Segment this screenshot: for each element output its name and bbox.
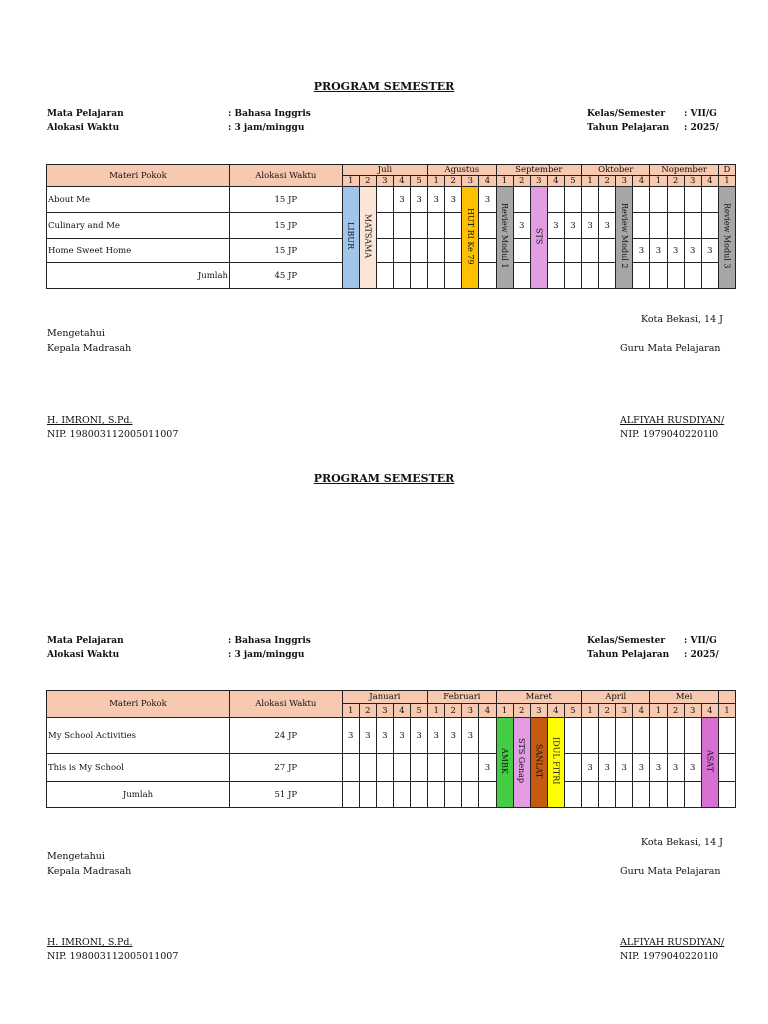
week-cell bbox=[667, 782, 684, 808]
week-header: 1 bbox=[582, 704, 599, 718]
week-header: 3 bbox=[462, 176, 479, 187]
week-cell bbox=[684, 213, 701, 239]
week-cell bbox=[650, 213, 667, 239]
week-cell bbox=[599, 782, 616, 808]
week-cell bbox=[479, 782, 496, 808]
event-idul-label: IDUL FITRI bbox=[551, 737, 561, 785]
week-cell bbox=[411, 263, 428, 289]
semester-table-1 bbox=[46, 164, 736, 289]
alokasi-value: : 3 jam/minggu bbox=[228, 650, 305, 660]
guru-nip: NIP. 19790402201l0 bbox=[620, 429, 719, 440]
mapel-label: Mata Pelajaran bbox=[47, 109, 124, 119]
week-header: 1 bbox=[496, 176, 513, 187]
week-cell: 3 bbox=[633, 754, 650, 782]
alokasi-cell: 15 JP bbox=[230, 239, 343, 263]
week-cell bbox=[667, 263, 684, 289]
alokasi-cell: 15 JP bbox=[230, 187, 343, 213]
week-cell bbox=[616, 782, 633, 808]
week-cell bbox=[701, 187, 718, 213]
week-cell bbox=[564, 718, 581, 754]
total-label: Jumlah bbox=[47, 263, 230, 289]
kepala-name: H. IMRONI, S.Pd. bbox=[47, 415, 133, 426]
header-materi: Materi Pokok bbox=[47, 165, 230, 187]
event-stsgenap-column bbox=[513, 718, 530, 808]
materi-cell: About Me bbox=[47, 187, 230, 213]
week-header: 4 bbox=[547, 176, 564, 187]
event-libur-label: LIBUR bbox=[346, 222, 356, 250]
week-header: 3 bbox=[616, 704, 633, 718]
guru-name: ALFIYAH RUSDIYAN/ bbox=[620, 937, 725, 948]
materi-cell: Home Sweet Home bbox=[47, 239, 230, 263]
week-cell bbox=[479, 239, 496, 263]
week-cell bbox=[393, 213, 410, 239]
week-cell: 3 bbox=[684, 239, 701, 263]
header-materi: Materi Pokok bbox=[47, 691, 230, 718]
guru-name: ALFIYAH RUSDIYAN/ bbox=[620, 415, 725, 426]
week-cell: 3 bbox=[701, 239, 718, 263]
week-cell bbox=[582, 187, 599, 213]
week-header: 1 bbox=[496, 704, 513, 718]
week-header: 1 bbox=[428, 704, 445, 718]
week-header: 4 bbox=[701, 176, 718, 187]
mapel-value: : Bahasa Inggris bbox=[228, 109, 311, 119]
week-cell bbox=[599, 239, 616, 263]
week-cell: 3 bbox=[547, 213, 564, 239]
place-date: Kota Bekasi, 14 J bbox=[641, 837, 723, 848]
week-cell bbox=[547, 187, 564, 213]
month-header: Juli bbox=[342, 165, 427, 176]
week-cell bbox=[513, 263, 530, 289]
alokasi-cell: 27 JP bbox=[230, 754, 343, 782]
week-header: 1 bbox=[428, 176, 445, 187]
week-cell: 3 bbox=[479, 754, 496, 782]
event-asat-column bbox=[701, 718, 718, 808]
week-cell bbox=[445, 213, 462, 239]
week-cell bbox=[428, 754, 445, 782]
week-cell bbox=[564, 187, 581, 213]
week-cell: 3 bbox=[667, 239, 684, 263]
page-title: PROGRAM SEMESTER bbox=[313, 80, 455, 93]
mengetahui-label: Mengetahui bbox=[47, 328, 105, 339]
event-review2-column bbox=[616, 187, 633, 289]
kepala-label: Kepala Madrasah bbox=[47, 866, 132, 877]
week-cell: 3 bbox=[513, 213, 530, 239]
week-cell: 3 bbox=[667, 754, 684, 782]
event-hut-column bbox=[462, 187, 479, 289]
week-cell bbox=[633, 782, 650, 808]
month-header: Januari bbox=[342, 691, 427, 704]
week-header: 1 bbox=[342, 704, 359, 718]
week-cell: 3 bbox=[684, 754, 701, 782]
week-cell bbox=[428, 213, 445, 239]
week-cell bbox=[667, 213, 684, 239]
week-header: 2 bbox=[445, 704, 462, 718]
event-sts-label: STS bbox=[534, 227, 544, 245]
mapel-label: Mata Pelajaran bbox=[47, 636, 124, 646]
week-cell bbox=[411, 213, 428, 239]
week-cell bbox=[342, 782, 359, 808]
week-cell bbox=[376, 187, 393, 213]
event-ambk-label: AMBK bbox=[500, 748, 510, 774]
week-header: 4 bbox=[547, 704, 564, 718]
week-header: 4 bbox=[633, 176, 650, 187]
week-cell bbox=[445, 754, 462, 782]
week-header: 2 bbox=[599, 176, 616, 187]
kepala-name: H. IMRONI, S.Pd. bbox=[47, 937, 133, 948]
event-sanlat-column bbox=[530, 718, 547, 808]
week-cell bbox=[564, 782, 581, 808]
week-header: 3 bbox=[684, 176, 701, 187]
week-cell: 3 bbox=[650, 239, 667, 263]
tahun-value: : 2025/ bbox=[684, 650, 719, 660]
header-alokasi: Alokasi Waktu bbox=[230, 165, 343, 187]
week-cell: 3 bbox=[359, 718, 376, 754]
week-cell bbox=[376, 213, 393, 239]
month-header: Oktober bbox=[582, 165, 650, 176]
event-matsama-label: MATSAMA bbox=[363, 213, 373, 259]
week-header: 3 bbox=[530, 704, 547, 718]
week-header: 4 bbox=[393, 704, 410, 718]
event-asat-label: ASAT bbox=[705, 750, 715, 772]
tahun-label: Tahun Pelajaran bbox=[587, 123, 670, 133]
event-review1-column bbox=[496, 187, 513, 289]
week-cell: 3 bbox=[411, 187, 428, 213]
week-cell: 3 bbox=[599, 754, 616, 782]
mapel-value: : Bahasa Inggris bbox=[228, 636, 311, 646]
week-header: 5 bbox=[411, 704, 428, 718]
event-sts-column bbox=[530, 187, 547, 289]
week-cell bbox=[428, 239, 445, 263]
week-cell bbox=[376, 239, 393, 263]
week-cell bbox=[616, 718, 633, 754]
week-cell: 3 bbox=[479, 187, 496, 213]
week-cell bbox=[393, 782, 410, 808]
week-cell bbox=[479, 213, 496, 239]
event-ambk-column bbox=[496, 718, 513, 808]
week-cell bbox=[428, 782, 445, 808]
total-value: 45 JP bbox=[230, 263, 343, 289]
week-cell bbox=[393, 263, 410, 289]
week-cell bbox=[359, 782, 376, 808]
week-cell bbox=[445, 782, 462, 808]
kepala-nip: NIP. 198003112005011007 bbox=[47, 429, 179, 440]
week-cell: 3 bbox=[411, 718, 428, 754]
week-header: 4 bbox=[479, 704, 496, 718]
total-value: 51 JP bbox=[230, 782, 343, 808]
week-cell bbox=[582, 718, 599, 754]
event-matsama-column bbox=[359, 187, 376, 289]
month-header: Nopember bbox=[650, 165, 718, 176]
month-header: Mei bbox=[650, 691, 718, 704]
month-header: September bbox=[496, 165, 582, 176]
month-header: Maret bbox=[496, 691, 581, 704]
week-cell bbox=[667, 718, 684, 754]
month-header: April bbox=[582, 691, 650, 704]
week-cell bbox=[701, 213, 718, 239]
kelas-value: : VII/G bbox=[684, 109, 717, 119]
materi-cell: This is My School bbox=[47, 754, 230, 782]
week-header: 5 bbox=[564, 176, 581, 187]
week-cell bbox=[462, 754, 479, 782]
week-header: 4 bbox=[701, 704, 718, 718]
event-review3-column bbox=[718, 187, 735, 289]
week-cell bbox=[599, 263, 616, 289]
materi-cell: My School Activities bbox=[47, 718, 230, 754]
week-header: 2 bbox=[667, 176, 684, 187]
week-cell: 3 bbox=[393, 187, 410, 213]
week-header: 4 bbox=[393, 176, 410, 187]
week-cell: 3 bbox=[582, 213, 599, 239]
week-cell bbox=[633, 213, 650, 239]
event-review2-label: Review Modul 2 bbox=[619, 203, 629, 269]
week-cell bbox=[411, 754, 428, 782]
week-header: 3 bbox=[376, 704, 393, 718]
semester-table-2 bbox=[46, 690, 736, 808]
week-cell bbox=[650, 782, 667, 808]
week-cell: 3 bbox=[428, 718, 445, 754]
week-cell bbox=[633, 718, 650, 754]
week-cell bbox=[718, 718, 735, 754]
alokasi-cell: 24 JP bbox=[230, 718, 343, 754]
week-cell bbox=[650, 187, 667, 213]
week-cell bbox=[633, 263, 650, 289]
tahun-label: Tahun Pelajaran bbox=[587, 650, 670, 660]
week-header: 1 bbox=[650, 704, 667, 718]
week-header: 1 bbox=[650, 176, 667, 187]
week-cell bbox=[445, 239, 462, 263]
week-cell: 3 bbox=[599, 213, 616, 239]
total-label: Jumlah bbox=[47, 782, 230, 808]
week-header: 2 bbox=[445, 176, 462, 187]
week-header: 5 bbox=[564, 704, 581, 718]
event-sanlat-label: SANLAT bbox=[534, 743, 544, 779]
week-cell bbox=[359, 754, 376, 782]
week-cell bbox=[684, 187, 701, 213]
event-libur-column bbox=[342, 187, 359, 289]
event-hut-label: HUT RI Ke 79 bbox=[465, 207, 475, 265]
tahun-value: : 2025/ bbox=[684, 123, 719, 133]
week-header: 2 bbox=[513, 704, 530, 718]
week-header: 3 bbox=[530, 176, 547, 187]
week-cell: 3 bbox=[445, 187, 462, 213]
week-cell bbox=[547, 239, 564, 263]
kepala-nip: NIP. 198003112005011007 bbox=[47, 951, 179, 962]
week-cell bbox=[684, 782, 701, 808]
guru-label: Guru Mata Pelajaran bbox=[620, 343, 721, 354]
week-cell bbox=[462, 782, 479, 808]
alokasi-label: Alokasi Waktu bbox=[47, 650, 120, 660]
week-cell bbox=[582, 782, 599, 808]
week-cell: 3 bbox=[445, 718, 462, 754]
week-cell bbox=[718, 754, 735, 782]
alokasi-value: : 3 jam/minggu bbox=[228, 123, 305, 133]
week-cell bbox=[582, 263, 599, 289]
place-date: Kota Bekasi, 14 J bbox=[641, 314, 723, 325]
week-cell bbox=[513, 239, 530, 263]
week-cell: 3 bbox=[564, 213, 581, 239]
kepala-label: Kepala Madrasah bbox=[47, 343, 132, 354]
week-cell: 3 bbox=[633, 239, 650, 263]
week-cell bbox=[376, 263, 393, 289]
week-header: 3 bbox=[376, 176, 393, 187]
materi-cell: Culinary and Me bbox=[47, 213, 230, 239]
week-header: 2 bbox=[513, 176, 530, 187]
week-cell bbox=[650, 263, 667, 289]
kelas-label: Kelas/Semester bbox=[587, 109, 666, 119]
week-cell bbox=[376, 782, 393, 808]
week-header: 1 bbox=[582, 176, 599, 187]
week-cell bbox=[564, 263, 581, 289]
week-cell bbox=[633, 187, 650, 213]
month-header: D bbox=[718, 165, 735, 176]
week-header: 2 bbox=[359, 704, 376, 718]
event-review1-label: Review Modul 1 bbox=[500, 203, 510, 269]
kelas-label: Kelas/Semester bbox=[587, 636, 666, 646]
header-alokasi: Alokasi Waktu bbox=[230, 691, 343, 718]
week-cell bbox=[582, 239, 599, 263]
event-review3-label: Review Modul 3 bbox=[722, 203, 732, 269]
week-header: 2 bbox=[667, 704, 684, 718]
week-cell bbox=[393, 239, 410, 263]
page-title: PROGRAM SEMESTER bbox=[313, 472, 455, 485]
week-cell bbox=[701, 263, 718, 289]
alokasi-cell: 15 JP bbox=[230, 213, 343, 239]
week-header: 4 bbox=[633, 704, 650, 718]
week-header: 3 bbox=[616, 176, 633, 187]
week-header: 3 bbox=[462, 704, 479, 718]
week-cell: 3 bbox=[342, 718, 359, 754]
week-header: 2 bbox=[599, 704, 616, 718]
week-cell bbox=[684, 718, 701, 754]
week-cell bbox=[342, 754, 359, 782]
kelas-value: : VII/G bbox=[684, 636, 717, 646]
alokasi-label: Alokasi Waktu bbox=[47, 123, 120, 133]
guru-nip: NIP. 19790402201l0 bbox=[620, 951, 719, 962]
week-cell bbox=[428, 263, 445, 289]
week-header: 4 bbox=[479, 176, 496, 187]
week-cell bbox=[445, 263, 462, 289]
week-cell: 3 bbox=[376, 718, 393, 754]
week-cell bbox=[599, 718, 616, 754]
week-cell bbox=[650, 718, 667, 754]
week-header: 1 bbox=[718, 704, 735, 718]
week-cell bbox=[599, 187, 616, 213]
week-header: 2 bbox=[359, 176, 376, 187]
month-header: Agustus bbox=[428, 165, 496, 176]
week-header: 3 bbox=[684, 704, 701, 718]
week-cell: 3 bbox=[616, 754, 633, 782]
week-header: 1 bbox=[718, 176, 735, 187]
month-header bbox=[718, 691, 735, 704]
week-cell bbox=[479, 718, 496, 754]
month-header: Februari bbox=[428, 691, 496, 704]
week-cell bbox=[564, 239, 581, 263]
week-cell bbox=[564, 754, 581, 782]
week-cell: 3 bbox=[582, 754, 599, 782]
week-cell bbox=[411, 239, 428, 263]
mengetahui-label: Mengetahui bbox=[47, 851, 105, 862]
week-cell bbox=[411, 782, 428, 808]
week-header: 1 bbox=[342, 176, 359, 187]
week-header: 5 bbox=[411, 176, 428, 187]
week-cell bbox=[684, 263, 701, 289]
week-cell bbox=[479, 263, 496, 289]
week-cell: 3 bbox=[650, 754, 667, 782]
week-cell bbox=[667, 187, 684, 213]
event-idul-column bbox=[547, 718, 564, 808]
week-cell: 3 bbox=[393, 718, 410, 754]
week-cell bbox=[513, 187, 530, 213]
week-cell bbox=[547, 263, 564, 289]
week-cell bbox=[376, 754, 393, 782]
guru-label: Guru Mata Pelajaran bbox=[620, 866, 721, 877]
event-stsgenap-label: STS Genap bbox=[517, 738, 527, 784]
week-cell: 3 bbox=[428, 187, 445, 213]
week-cell bbox=[393, 754, 410, 782]
week-cell: 3 bbox=[462, 718, 479, 754]
week-cell bbox=[718, 782, 735, 808]
